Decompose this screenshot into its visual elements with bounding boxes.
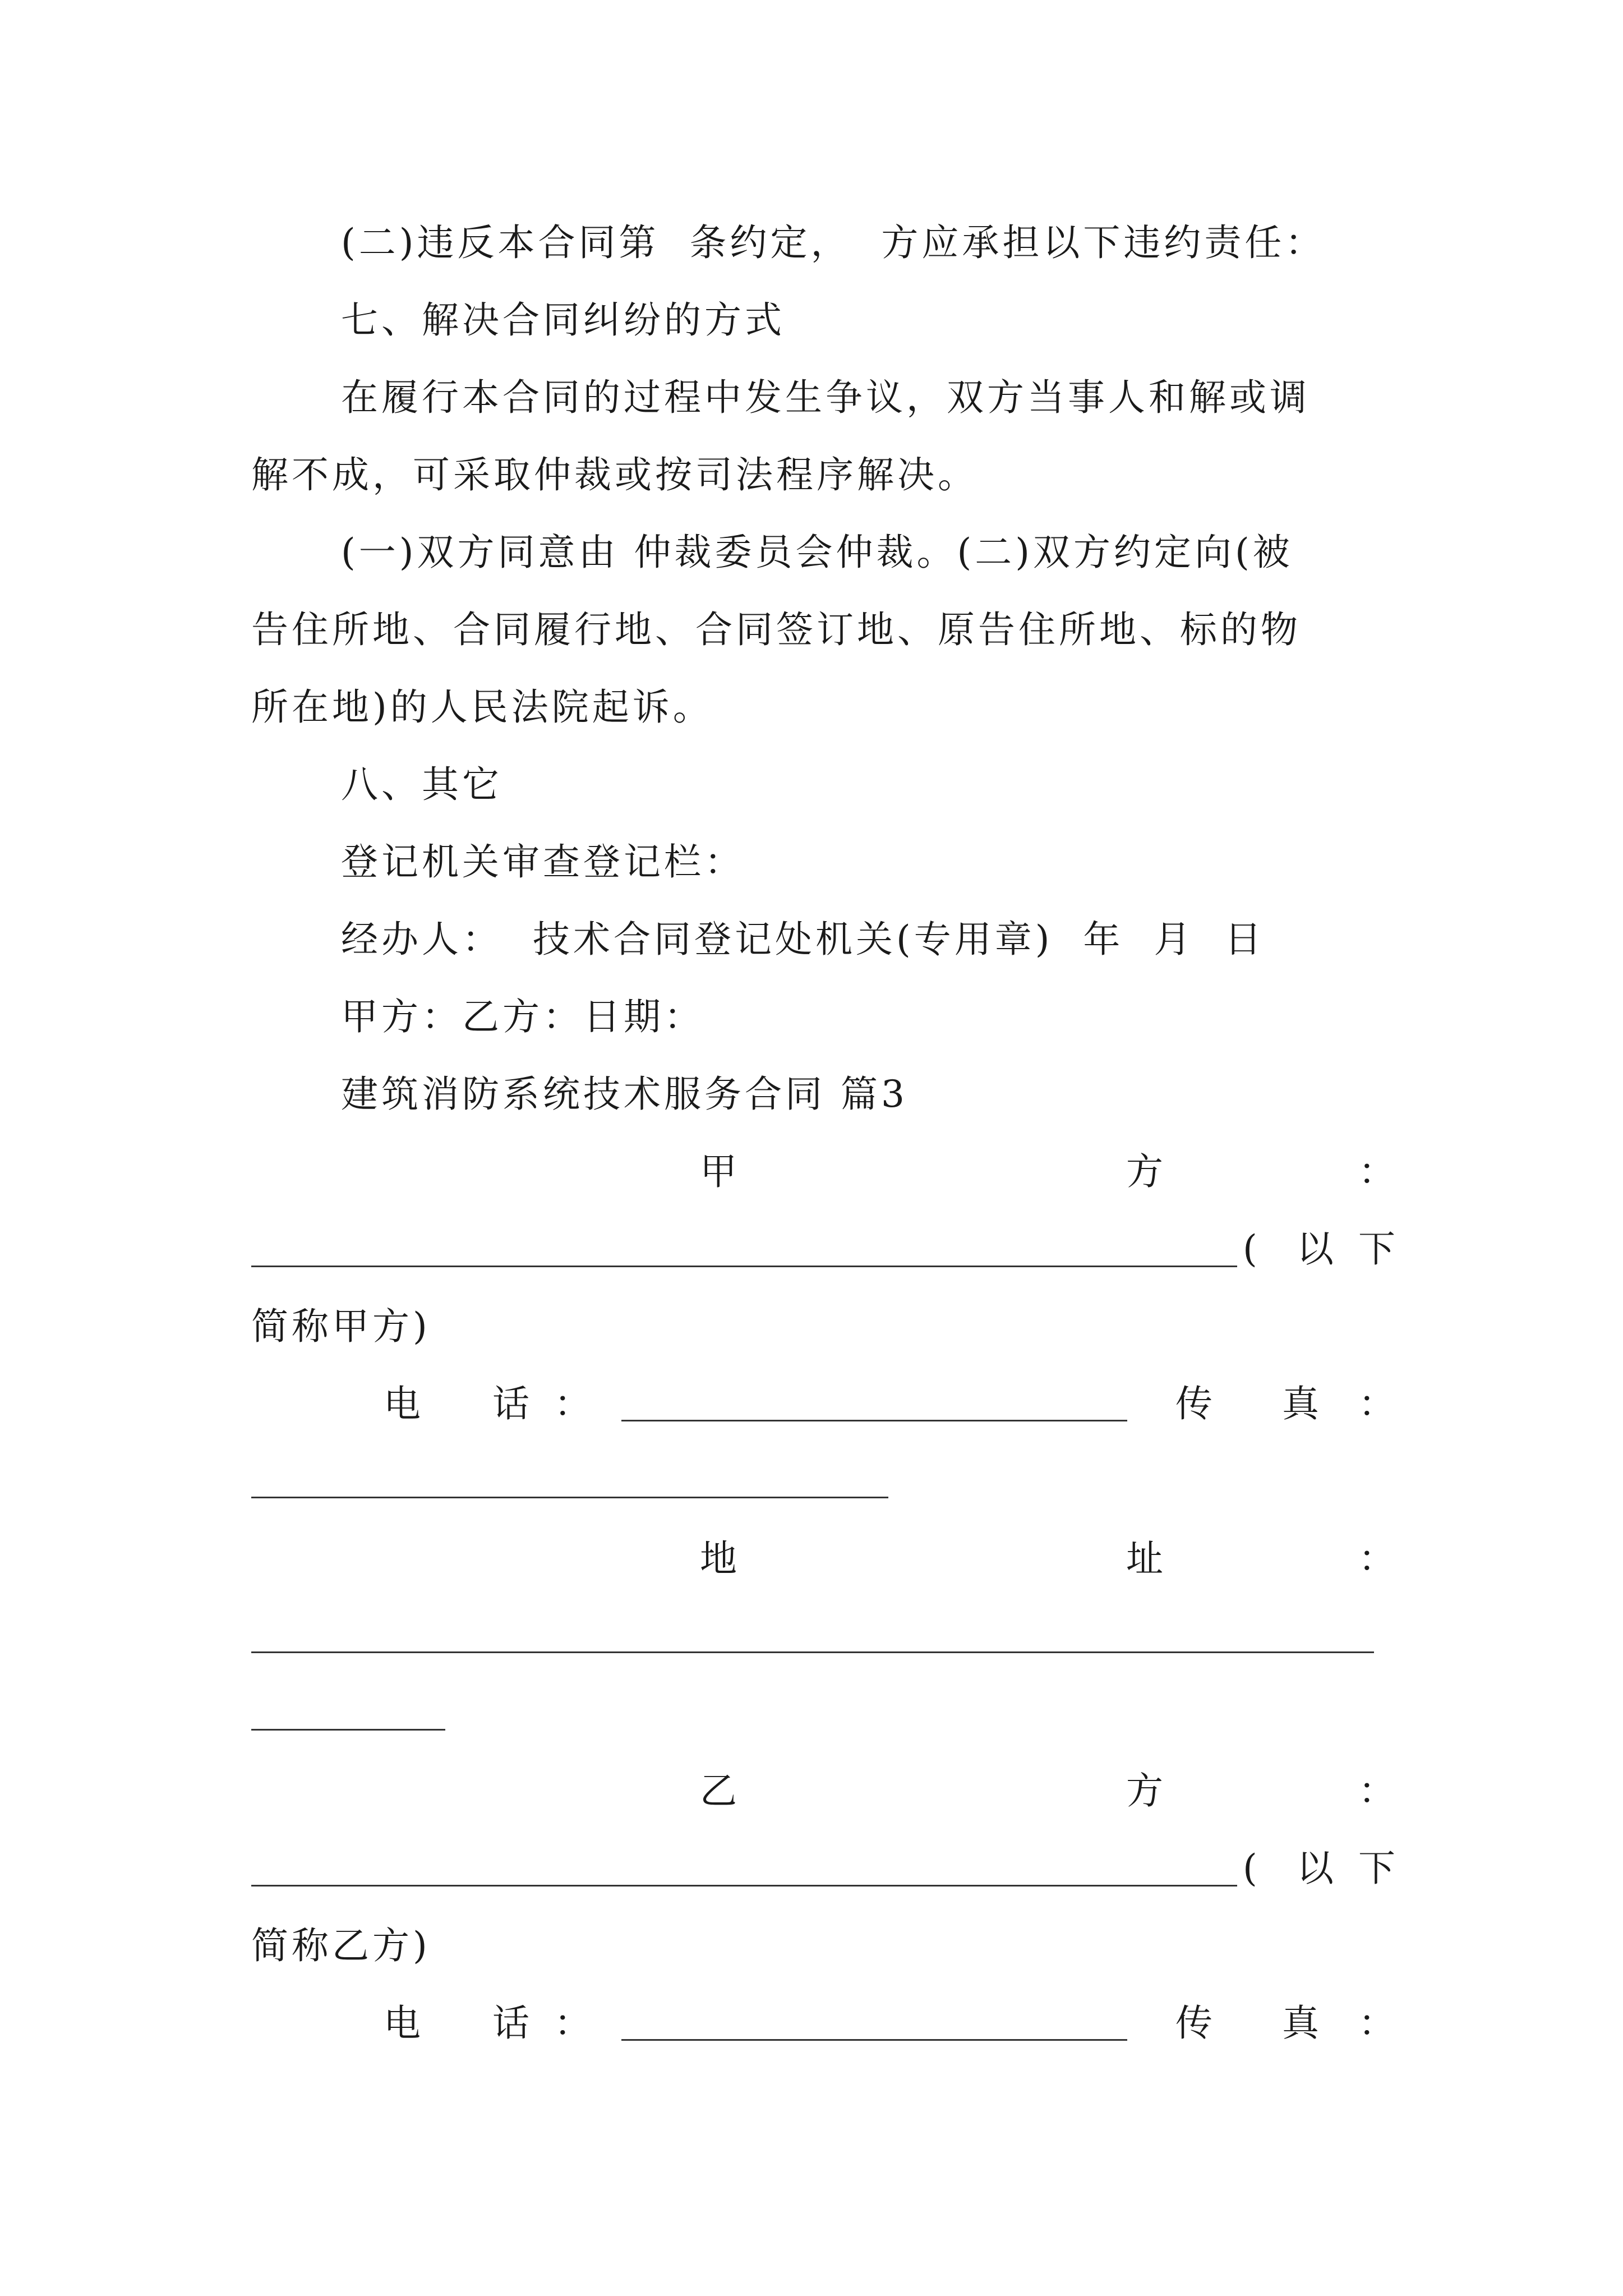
party-a-note: 简称甲方) [251, 1305, 431, 1348]
handler-seal-line: 经办人： 技术合同登记处机关(专用章) 年 月 日 [341, 918, 1265, 961]
address-blank-1[interactable] [251, 1651, 1374, 1653]
party-a-char-1: 甲 [700, 1150, 737, 1193]
fax-char-2: 真 [1282, 1382, 1319, 1425]
contact-a-row [251, 1376, 1395, 1432]
paragraph-dispute-line-2: 解不成，可采取仲裁或按司法程序解决。 [251, 453, 978, 496]
party-b-colon: ： [1358, 1769, 1395, 1812]
section-heading-7: 七、解决合同纠纷的方式 [341, 298, 785, 342]
phone-char-2: 话 [492, 1382, 529, 1425]
paragraph-dispute-line-1: 在履行本合同的过程中发生争议，双方当事人和解或调 [341, 376, 1310, 419]
party-a-suffix [1237, 1221, 1395, 1277]
section-heading-8: 八、其它 [341, 763, 502, 806]
clause-breach-line: (二)违反本合同第 条约定， 方应承担以下违约责任： [341, 221, 1326, 264]
paragraph-arbitration-line-1: (一)双方同意由 仲裁委员会仲裁。(二)双方约定向(被 [341, 531, 1293, 574]
contract-title-part-3: 建筑消防系统技术服务合同 篇3 [341, 1073, 908, 1116]
suffix-b-yi: 以 [1297, 1847, 1334, 1890]
party-b-label-row [251, 1763, 1395, 1819]
suffix-b-paren: ( [1243, 1847, 1257, 1890]
phone-a-blank[interactable] [621, 1420, 1127, 1421]
address-char-2: 址 [1126, 1537, 1163, 1580]
registration-heading: 登记机关审查登记栏： [341, 840, 745, 884]
party-a-char-2: 方 [1126, 1150, 1163, 1193]
party-a-blank[interactable] [251, 1266, 1237, 1267]
party-a-colon: ： [1358, 1150, 1395, 1193]
contact-b-row [251, 1995, 1395, 2051]
party-a-label-row [251, 1144, 1395, 1200]
fax-b-colon: ： [1358, 2001, 1395, 2045]
phone-char-1: 电 [384, 1382, 421, 1425]
fax-colon: ： [1358, 1382, 1395, 1425]
party-b-char-1: 乙 [700, 1769, 737, 1812]
suffix-yi: 以 [1297, 1227, 1334, 1271]
fax-a-blank[interactable] [251, 1497, 888, 1498]
phone-b-char-1: 电 [384, 2001, 421, 2045]
signature-line: 甲方：乙方：日期： [341, 995, 704, 1038]
paragraph-arbitration-line-3: 所在地)的人民法院起诉。 [251, 685, 713, 729]
phone-b-colon: ： [554, 2001, 591, 2045]
phone-b-char-2: 话 [492, 2001, 529, 2045]
address-char-1: 地 [700, 1537, 737, 1580]
phone-colon: ： [554, 1382, 591, 1425]
fax-char-1: 传 [1175, 1382, 1212, 1425]
party-b-suffix [1237, 1841, 1395, 1897]
address-blank-2[interactable] [251, 1729, 445, 1731]
fax-b-char-2: 真 [1282, 2001, 1319, 2045]
party-b-blank[interactable] [251, 1885, 1237, 1887]
paragraph-arbitration-line-2: 告住所地、合同履行地、合同签订地、原告住所地、标的物 [251, 608, 1301, 651]
party-b-char-2: 方 [1126, 1769, 1163, 1812]
suffix-paren: ( [1243, 1227, 1257, 1271]
phone-b-blank[interactable] [621, 2039, 1127, 2041]
fax-b-char-1: 传 [1175, 2001, 1212, 2045]
address-colon: ： [1358, 1537, 1395, 1580]
suffix-b-xia: 下 [1358, 1847, 1395, 1890]
suffix-xia: 下 [1358, 1227, 1395, 1271]
address-label-row [251, 1531, 1395, 1587]
party-b-note: 简称乙方) [251, 1924, 431, 1967]
